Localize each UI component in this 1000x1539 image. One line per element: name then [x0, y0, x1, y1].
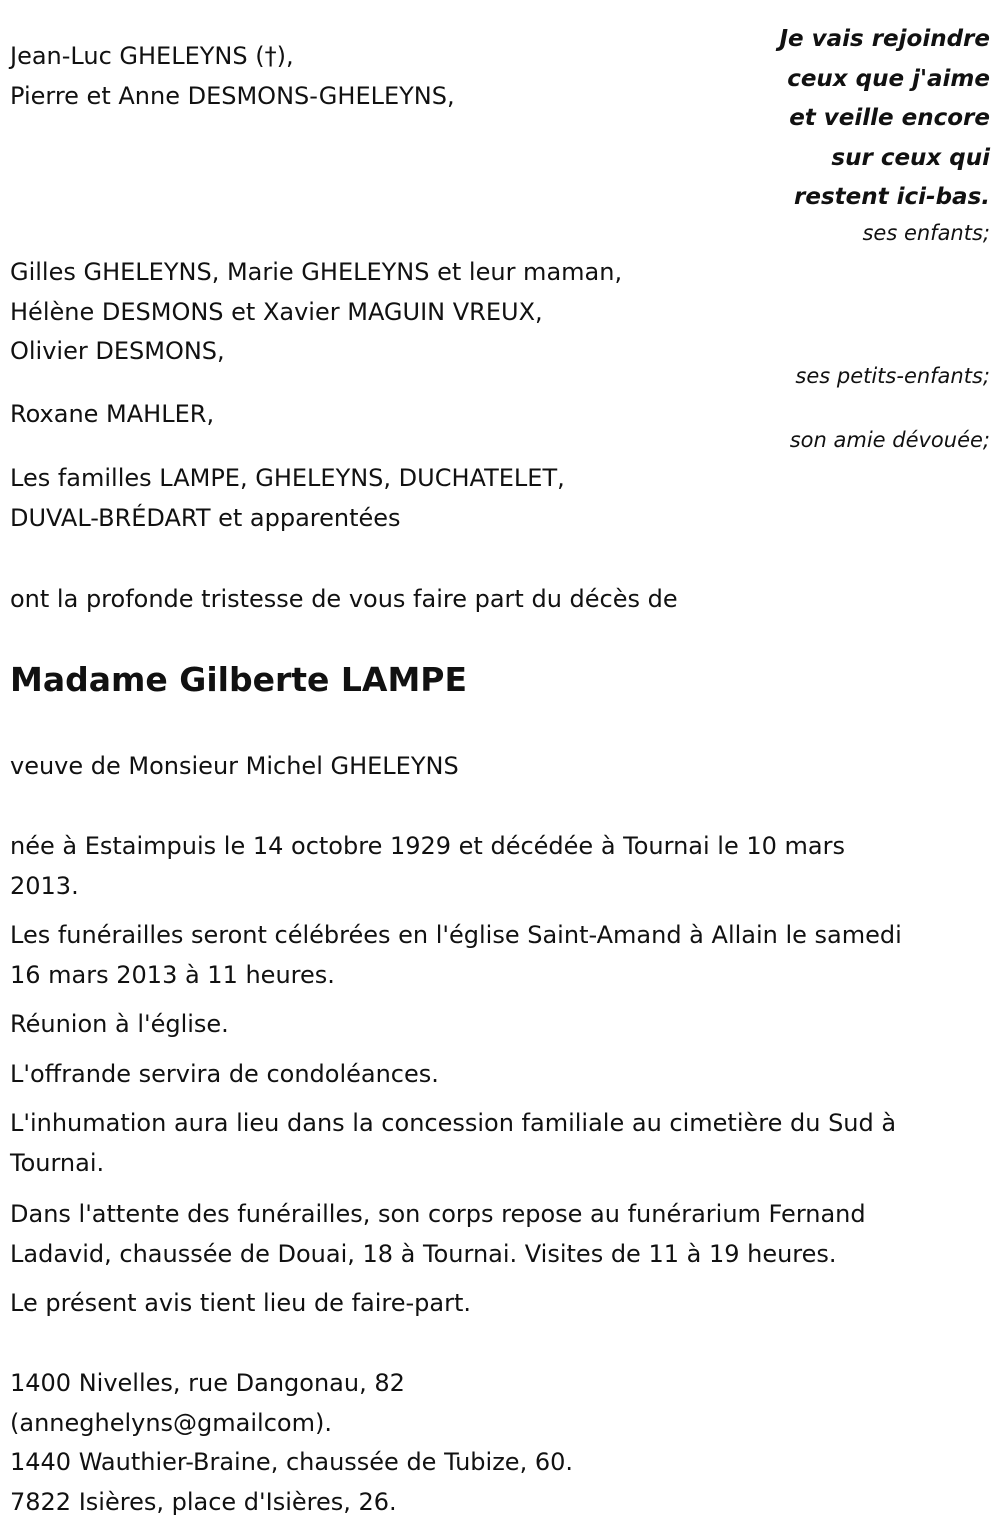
address-line: 1440 Wauthier-Braine, chaussée de Tubize, 60. [10, 1448, 573, 1477]
paragraph-funeral [10, 916, 902, 995]
text-line: 16 mars 2013 à 11 heures. [10, 960, 335, 989]
label-children: ses enfants; [862, 221, 990, 245]
widow-of [10, 747, 459, 787]
text-line: Pierre et Anne DESMONS-GHELEYNS, [10, 81, 455, 110]
text-line: L'offrande servira de condoléances. [10, 1060, 439, 1088]
text-line: née à Estaimpuis le 14 octobre 1929 et décédée à Tournai le 10 mars [10, 832, 845, 860]
label-friend: son amie dévouée; [789, 428, 990, 452]
poem-line: restent ici-bas. [794, 184, 990, 210]
deceased-name: Madame Gilberte LAMPE [10, 660, 468, 699]
text-line: Les funérailles seront célébrées en l'église Saint-Amand à Allain le samedi [10, 921, 902, 949]
text-line: Le présent avis tient lieu de faire-part. [10, 1289, 472, 1317]
children-names [10, 37, 455, 116]
text-line: Les familles LAMPE, GHELEYNS, DUCHATELET, [10, 464, 565, 492]
poem-line: ceux que j'aime [787, 65, 990, 92]
address-line: 7822 Isières, place d'Isières, 26. [10, 1488, 397, 1517]
text-line: Dans l'attente des funérailles, son corps repose au funérarium Fernand [10, 1200, 866, 1228]
text-line: Roxane MAHLER, [10, 400, 215, 428]
paragraph-funeral-home [10, 1195, 866, 1274]
grandchildren-names [10, 253, 622, 372]
text-line: DUVAL-BRÉDART et apparentées [10, 503, 401, 532]
text-line: L'inhumation aura lieu dans la concession familiale au cimetière du Sud à [10, 1109, 897, 1137]
text-line: Hélène DESMONS et Xavier MAGUIN VREUX, [10, 297, 543, 326]
label-grandchildren: ses petits-enfants; [795, 364, 990, 388]
addresses [10, 1364, 573, 1523]
text-line: Olivier DESMONS, [10, 337, 225, 366]
text-line: Jean-Luc GHELEYNS (†), [10, 42, 294, 70]
friend-name [10, 395, 214, 435]
paragraph-burial [10, 1104, 896, 1183]
text-line: Gilles GHELEYNS, Marie GHELEYNS et leur maman, [10, 258, 623, 286]
paragraph-meeting [10, 1005, 229, 1045]
text-line: 2013. [10, 871, 79, 900]
text-line: veuve de Monsieur Michel GHELEYNS [10, 752, 459, 780]
text-line: Réunion à l'église. [10, 1010, 229, 1038]
poem-line: sur ceux qui [831, 144, 990, 171]
poem-line: et veille encore [789, 105, 990, 131]
families [10, 459, 565, 538]
poem-quote [779, 20, 990, 218]
email-text: (anneghelyns@gmailcom). [10, 1408, 332, 1437]
text-line: ont la profonde tristesse de vous faire part du décès de [10, 585, 678, 613]
paragraph-birth-death [10, 827, 845, 906]
text-line: Ladavid, chaussée de Douai, 18 à Tournai. Visites de 11 à 19 heures. [10, 1239, 837, 1268]
announcement [10, 580, 678, 620]
text-line: Tournai. [10, 1148, 105, 1177]
paragraph-offering [10, 1055, 439, 1095]
paragraph-notice [10, 1284, 471, 1324]
address-line: 1400 Nivelles, rue Dangonau, 82 [10, 1369, 405, 1397]
poem-line: Je vais rejoindre [779, 26, 990, 52]
